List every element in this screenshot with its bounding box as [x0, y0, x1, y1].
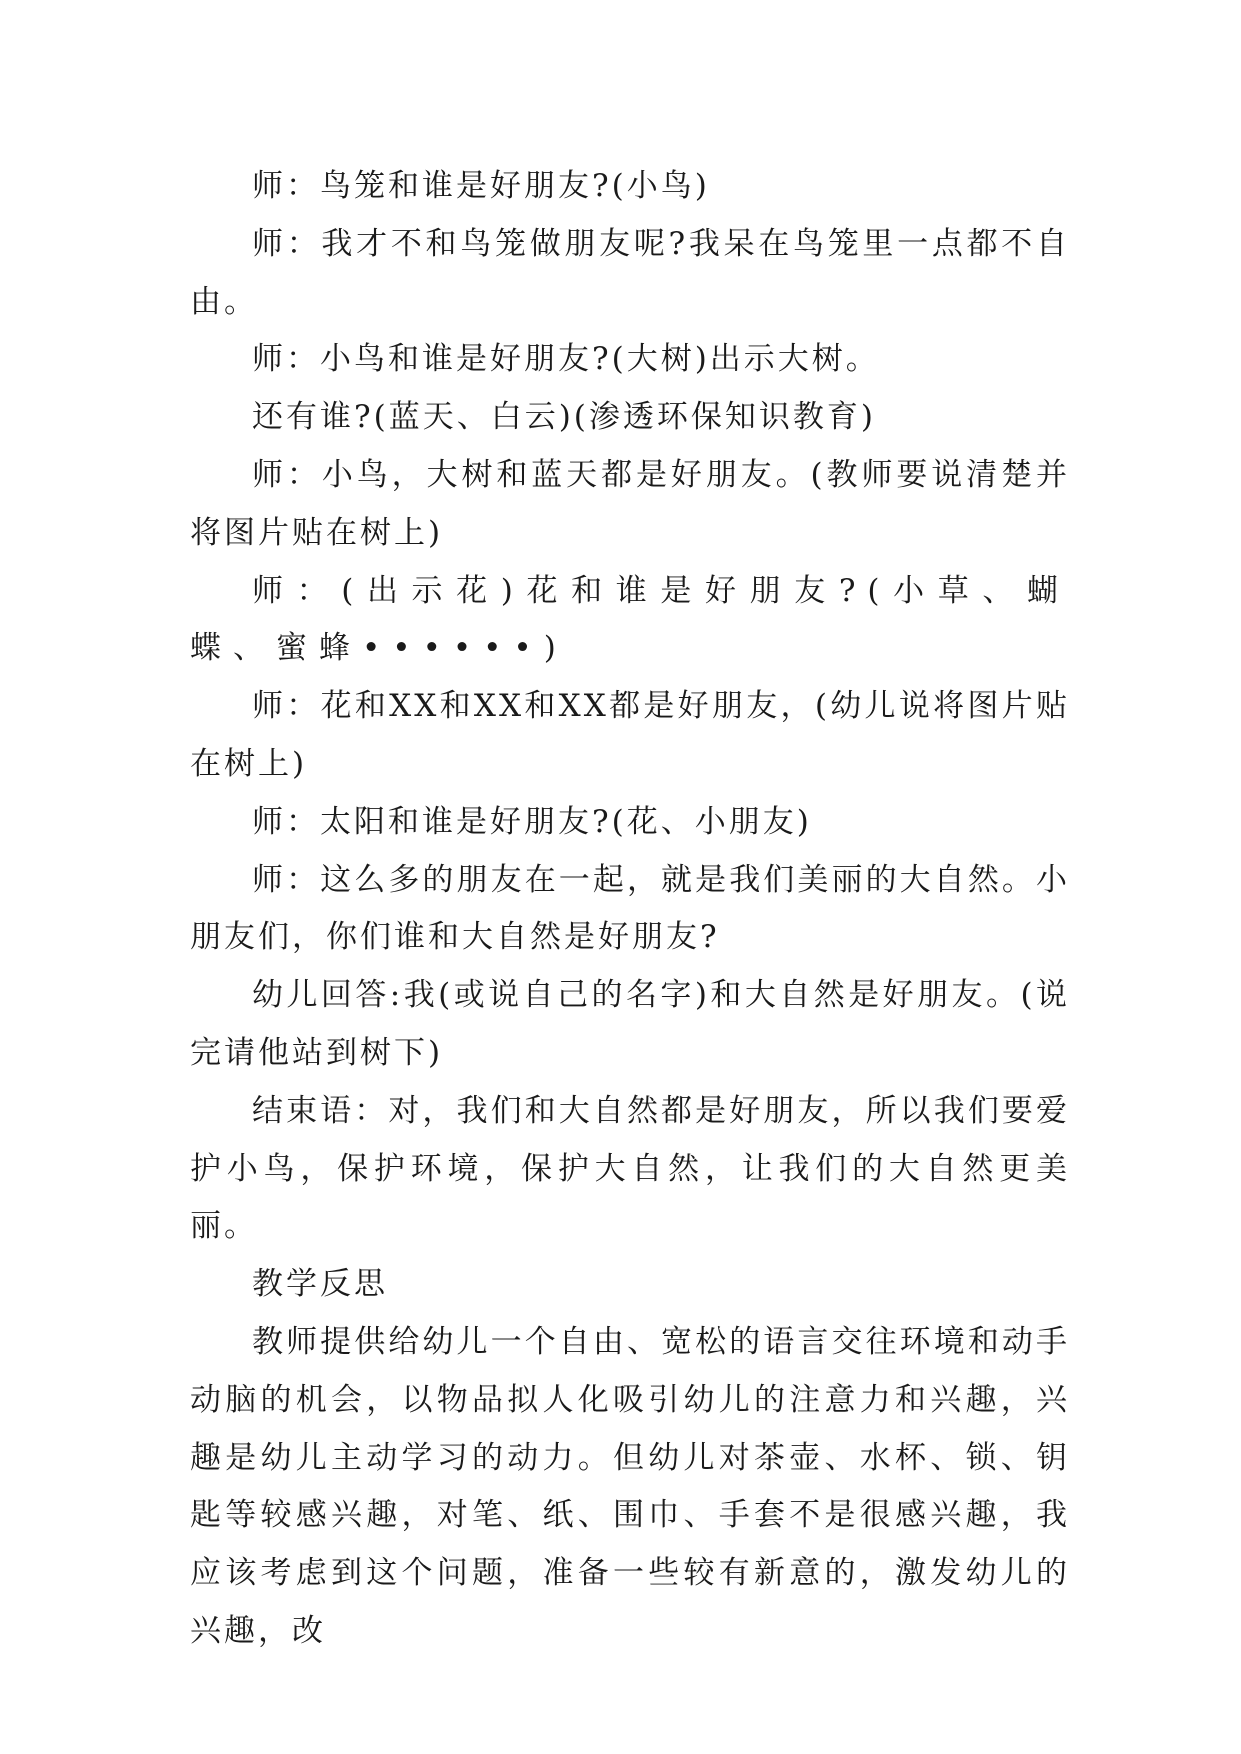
section-heading-reflection: 教学反思 — [252, 1266, 388, 1303]
paragraph-3: 师：小鸟和谁是好朋友?(大树)出示大树。 — [252, 341, 880, 378]
paragraph-9: 师：这么多的朋友在一起，就是我们美丽的大自然。小朋友们，你们谁和大自然是好朋友? — [190, 861, 1070, 956]
paragraph-8: 师：太阳和谁是好朋友?(花、小朋友) — [252, 803, 812, 840]
paragraph-13: 教师提供给幼儿一个自由、宽松的语言交往环境和动手动脑的机会，以物品拟人化吸引幼儿的注意力和兴趣，兴趣是幼儿主动学习的动力。但幼儿对茶壶、水杯、锁、钥匙等较感兴趣，对笔、纸、围巾、手套不是很感兴趣，我应该考虑到这个问题，准备一些较有新意的，激发幼儿的兴趣，改 — [190, 1323, 1070, 1649]
document-body — [190, 158, 1070, 1661]
paragraph-10: 幼儿回答:我(或说自己的名字)和大自然是好朋友。(说完请他站到树下) — [190, 977, 1070, 1071]
paragraph-1: 师：鸟笼和谁是好朋友?(小鸟) — [252, 168, 710, 204]
paragraph-6: 师：(出示花)花和谁是好朋友?(小草、蝴蝶、蜜蜂••••••) — [190, 572, 1070, 667]
paragraph-4: 还有谁?(蓝天、白云)(渗透环保知识教育) — [252, 399, 876, 436]
paragraph-11: 结束语：对，我们和大自然都是好朋友，所以我们要爱护小鸟，保护环境，保护大自然，让我们的大自然更美丽。 — [190, 1092, 1070, 1245]
paragraph-5: 师：小鸟，大树和蓝天都是好朋友。(教师要说清楚并将图片贴在树上) — [190, 456, 1070, 551]
paragraph-2: 师：我才不和鸟笼做朋友呢?我呆在鸟笼里一点都不自由。 — [190, 225, 1070, 320]
paragraph-7: 师：花和XX和XX和XX都是好朋友，(幼儿说将图片贴在树上) — [190, 688, 1070, 782]
